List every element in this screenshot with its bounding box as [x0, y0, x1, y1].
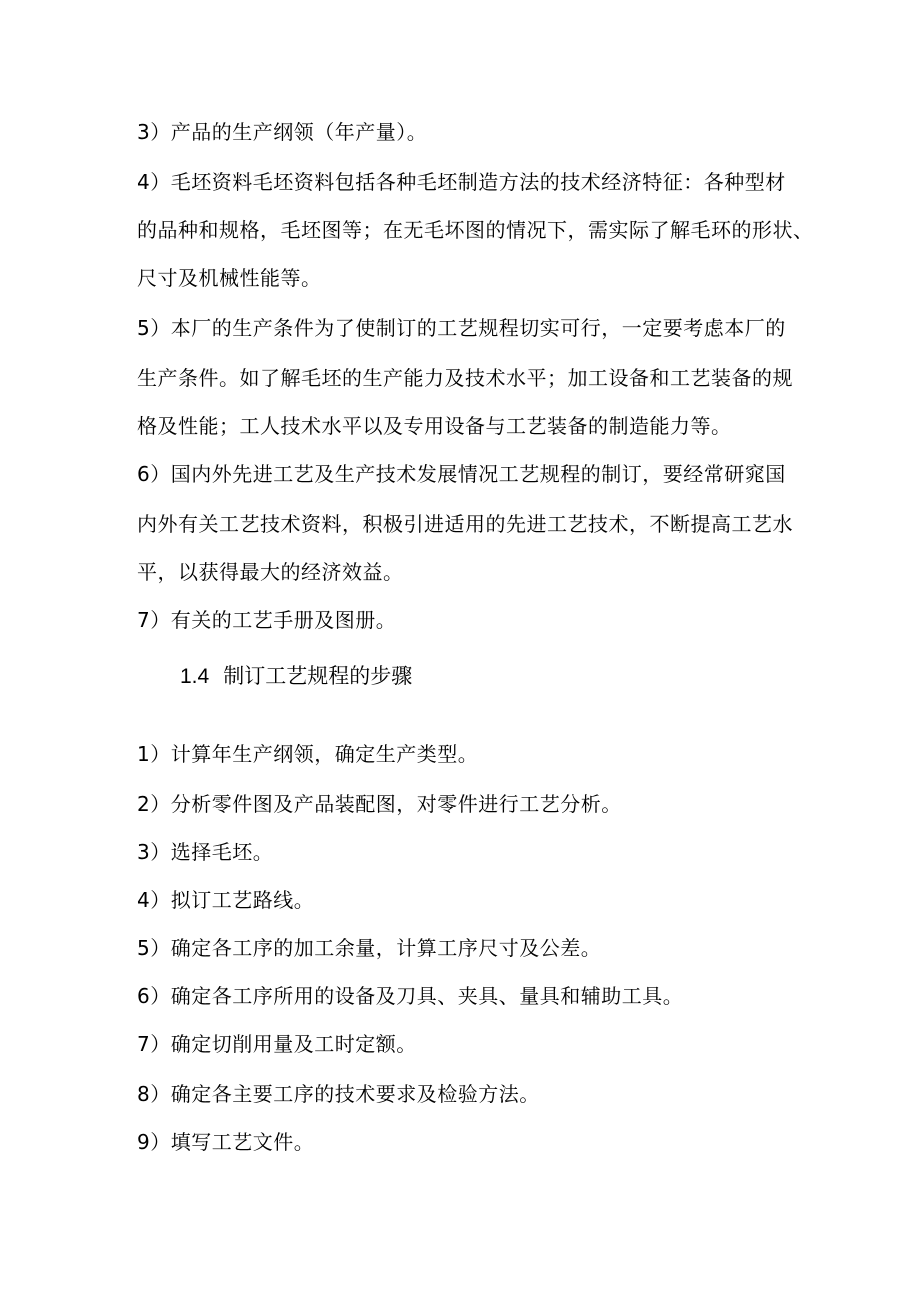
section-title: 制订工艺规程的步骤 [223, 664, 413, 688]
list-item-5-line-2: 生产条件。如了解毛坯的生产能力及技术水平；加工设备和工艺装备的规 [137, 366, 793, 390]
step-5: 5）确定各工序的加工余量，计算工序尺寸及公差。 [137, 936, 602, 960]
section-number: 1.4 [180, 665, 210, 688]
list-item-7: 7）有关的工艺手册及图册。 [137, 608, 397, 632]
step-1: 1）计算年生产纲领，确定生产类型。 [137, 742, 479, 766]
step-4: 4）拟订工艺路线。 [137, 888, 315, 912]
step-2: 2）分析零件图及产品装配图，对零件进行工艺分析。 [137, 792, 622, 816]
list-item-5-line-3: 格及性能；工人技术水平以及专用设备与工艺装备的制造能力等。 [137, 414, 732, 438]
list-item-4-line-1: 4）毛坯资料毛坯资料包括各种毛坯制造方法的技术经济特征：各种型材 [137, 170, 786, 194]
list-item-6-line-2: 内外有关工艺技术资料，积极引进适用的先进工艺技术，不断提高工艺水 [137, 512, 793, 536]
step-7: 7）确定切削用量及工时定额。 [137, 1032, 417, 1056]
list-item-4-line-2: 的品种和规格，毛坯图等；在无毛坏图的情况下，需实际了解毛环的形状、 [137, 218, 814, 242]
list-item-6-line-1: 6）国内外先进工艺及生产技术发展情况工艺规程的制订，要经常研窕国 [137, 462, 786, 486]
step-8: 8）确定各主要工序的技术要求及检验方法。 [137, 1082, 540, 1106]
step-6: 6）确定各工序所用的设备及刀具、夹具、量具和辅助工具。 [137, 984, 684, 1008]
step-3: 3）选择毛坯。 [137, 840, 274, 864]
list-item-6-line-3: 平，以获得最大的经济效益。 [137, 560, 404, 584]
list-item-5-line-1: 5）本厂的生产条件为了使制订的工艺规程切实可行，一定要考虑本厂的 [137, 316, 786, 340]
step-9: 9）填写工艺文件。 [137, 1130, 315, 1154]
list-item-3: 3）产品的生产纲领（年产量）。 [137, 120, 428, 144]
list-item-4-line-3: 尺寸及机械性能等。 [137, 266, 322, 290]
section-heading [180, 661, 412, 692]
